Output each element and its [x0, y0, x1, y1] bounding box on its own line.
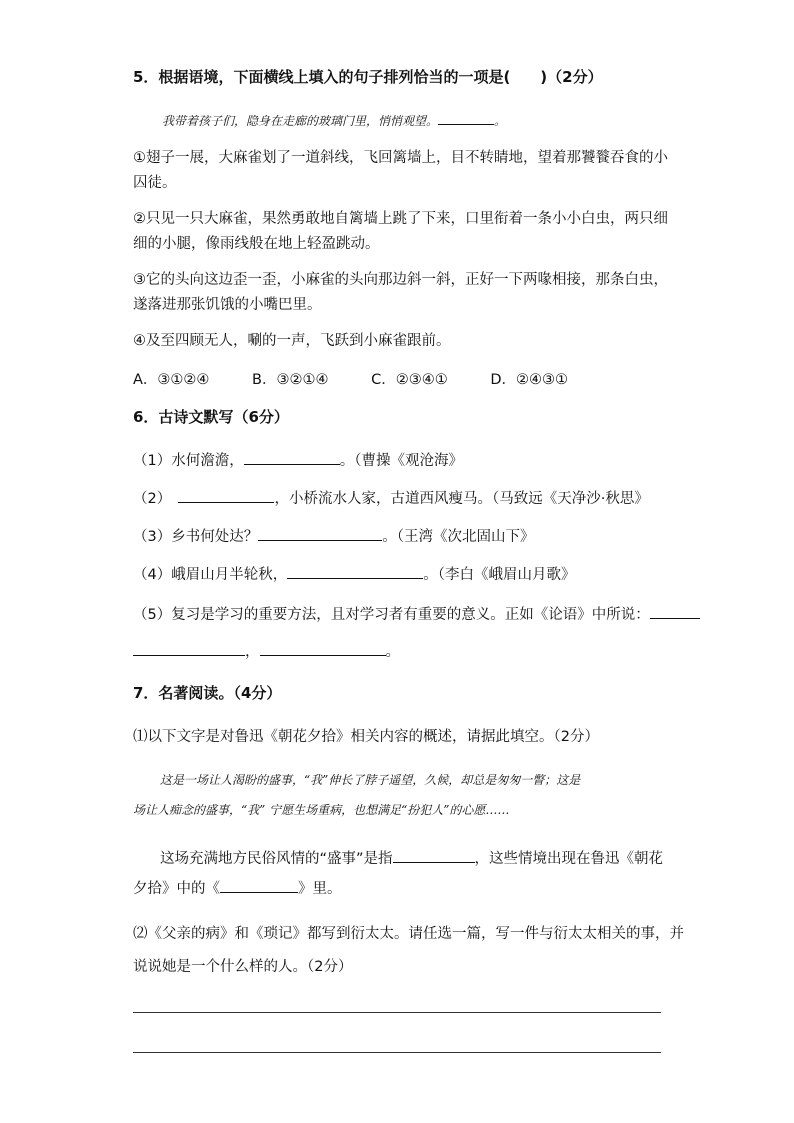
q6-item-4-suffix: 。（李白《峨眉山月歌》	[423, 567, 576, 583]
q5-sentence-4: ④及至四顾无人，唰的一声，飞跃到小麻雀跟前。	[133, 333, 451, 349]
q7-fill-blank-2[interactable]	[220, 878, 298, 893]
option-c[interactable]: C．②③④①	[371, 372, 448, 388]
q7-fill-line-2	[133, 877, 342, 898]
q6-item-3-suffix: 。（王湾《次北固山下》	[382, 529, 535, 545]
question-7-title: 7．名著阅读。（4分）	[133, 684, 282, 702]
q6-item-5-text: （5）复习是学习的重要方法，且对学习者有重要的意义。正如《论语》中所说：	[133, 607, 650, 623]
q6-item-5	[133, 603, 700, 624]
q7-sub-question-2b: 说说她是一个什么样的人。（2分）	[133, 959, 353, 975]
q5-sentence-3a: ③它的头向这边歪一歪，小麻雀的头向那边斜一斜，正好一下两喙相接，那条白虫，	[133, 272, 668, 288]
q6-item-2-suffix: ，小桥流水人家，古道西风瘦马。（马致远《天净沙·秋思》	[274, 491, 649, 507]
q7-fill-line-1	[160, 847, 663, 868]
q6-item-4-blank[interactable]	[287, 564, 423, 579]
q5-options	[133, 368, 606, 389]
q7-quote-line-2: 场让人痴念的盛事，“我” 宁愿生场重病，也想满足“扮犯人”的心愿……	[133, 803, 510, 817]
q5-sentence-1b: 囚徒。	[133, 175, 177, 191]
q7-fill-blank-1[interactable]	[393, 848, 475, 863]
q6-item-1-prefix: （1）水何澹澹，	[133, 453, 244, 469]
q5-sentence-2a: ②只见一只大麻雀，果然勇敢地自篱墙上跳了下来，口里衔着一条小小白虫，两只细	[133, 211, 668, 227]
q5-context-end: 。	[494, 114, 507, 128]
q7-fill-1-prefix: 这场充满地方民俗风情的“盛事”是指	[160, 851, 393, 867]
q5-sentence-3b: 遂落进那张饥饿的小嘴巴里。	[133, 297, 322, 313]
q6-item-3-blank[interactable]	[258, 526, 382, 541]
q6-item-3-prefix: （3）乡书何处达？	[133, 529, 259, 545]
q7-quote-line-1: 这是一场让人渴盼的盛事，“我”伸长了脖子遥望，久候，却总是匆匆一瞥；这是	[160, 773, 581, 787]
q6-item-5-blank-b[interactable]	[133, 641, 245, 656]
q6-item-1-blank[interactable]	[244, 450, 340, 465]
q6-item-5-end: 。	[385, 644, 400, 660]
q5-context-blank[interactable]	[438, 110, 494, 125]
q6-item-1	[133, 449, 463, 470]
q7-fill-2-suffix: 》里。	[298, 881, 342, 897]
q6-item-4	[133, 563, 575, 584]
q6-item-2	[133, 487, 649, 508]
q7-sub-question-1: ⑴以下文字是对鲁迅《朝花夕拾》相关内容的概述，请据此填空。（2分）	[133, 729, 599, 745]
q6-item-5-comma: ，	[245, 644, 260, 660]
q6-item-1-suffix: 。（曹操《观沧海》	[339, 453, 463, 469]
option-d[interactable]: D．②④③①	[490, 372, 568, 388]
q6-item-2-prefix: （2）	[133, 491, 179, 507]
q7-fill-1-suffix: ，这些情境出现在鲁迅《朝花	[474, 851, 664, 867]
q6-item-5-blank-a[interactable]	[650, 604, 700, 619]
q5-sentence-2b: 细的小腿，像雨线般在地上轻盈跳动。	[133, 236, 380, 252]
q6-item-5-continued	[133, 640, 400, 661]
q6-item-3	[133, 525, 534, 546]
q5-context-text: 我带着孩子们，隐身在走廊的玻璃门里，悄悄观望。	[162, 114, 439, 128]
q5-context-line	[162, 110, 506, 129]
option-b[interactable]: B．③②①④	[252, 372, 329, 388]
q6-item-4-prefix: （4）峨眉山月半轮秋，	[133, 567, 288, 583]
q5-sentence-1a: ①翅子一展，大麻雀划了一道斜线，飞回篱墙上，目不转睛地，望着那饕餮吞食的小	[133, 150, 668, 166]
q7-sub-question-2a: ⑵《父亲的病》和《琐记》都写到衍太太。请任选一篇，写一件与衍太太相关的事，并	[133, 926, 684, 942]
option-a[interactable]: A．③①②④	[133, 372, 210, 388]
q6-item-2-blank[interactable]	[178, 488, 274, 503]
question-6-title: 6．古诗文默写（6分）	[133, 408, 289, 426]
answer-line-2[interactable]	[133, 1052, 661, 1053]
question-5-title: 5．根据语境，下面横线上填入的句子排列恰当的一项是( )（2分）	[133, 68, 603, 86]
q7-fill-2-prefix: 夕拾》中的《	[133, 881, 220, 897]
answer-line-1[interactable]	[133, 1012, 661, 1013]
q6-item-5-blank-c[interactable]	[260, 641, 386, 656]
